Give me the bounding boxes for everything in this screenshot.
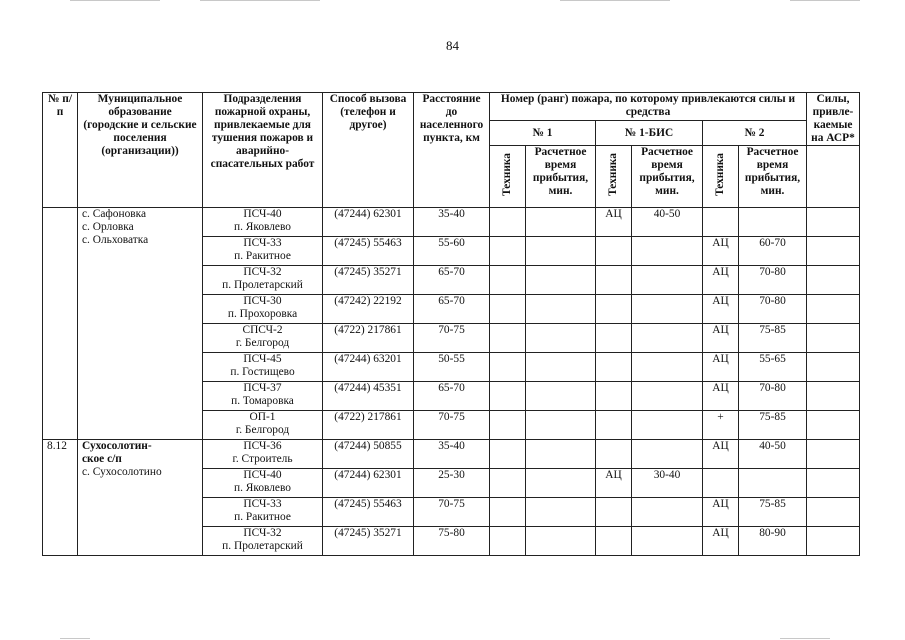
rank2-equipment-cell: АЦ: [703, 324, 739, 353]
rank2-arrival-cell: 75-85: [739, 498, 807, 527]
rank2-arrival-cell: 70-80: [739, 266, 807, 295]
settlement-name: с. Ольховатка: [82, 234, 149, 246]
unit-name: ПСЧ-32: [243, 266, 282, 278]
settlement-name: с. Сафоновка: [82, 208, 147, 220]
distance-cell: 65-70: [414, 266, 490, 295]
asr-forces-cell: [807, 469, 860, 498]
fire-forces-table: [42, 92, 860, 556]
rank1bis-arrival-cell: 30-40: [632, 469, 703, 498]
rank1bis-arrival-cell: [632, 527, 703, 556]
phone-cell: (47245) 55463: [323, 237, 414, 266]
scan-line: [200, 0, 320, 1]
unit-cell: [203, 208, 323, 237]
unit-location: г. Белгород: [235, 424, 290, 436]
unit-name: ПСЧ-40: [243, 469, 282, 481]
header-units: Подразделения пожарной охраны, привлекаемые для тушения пожаров и аварийно-спасательных работ: [203, 93, 323, 208]
unit-cell: [203, 237, 323, 266]
rank1bis-arrival-cell: [632, 324, 703, 353]
rank1bis-equipment-cell: [596, 324, 632, 353]
unit-location: п. Яковлево: [233, 482, 291, 494]
phone-cell: (4722) 217861: [323, 411, 414, 440]
distance-cell: 75-80: [414, 527, 490, 556]
header-num: № п/п: [43, 93, 78, 208]
unit-cell: [203, 295, 323, 324]
phone-cell: (47244) 62301: [323, 208, 414, 237]
rank1bis-equipment-cell: АЦ: [596, 208, 632, 237]
rank1bis-equipment-cell: [596, 266, 632, 295]
asr-forces-cell: [807, 208, 860, 237]
rank1-equipment-cell: [490, 266, 526, 295]
scan-line: [790, 0, 860, 1]
page-number: 84: [446, 38, 459, 53]
rank1-arrival-cell: [526, 469, 596, 498]
rank2-equipment-cell: АЦ: [703, 440, 739, 469]
rank2-equipment-cell: АЦ: [703, 295, 739, 324]
rank1bis-arrival-cell: [632, 382, 703, 411]
row-number: [43, 208, 78, 440]
rank1-equipment-cell: [490, 440, 526, 469]
unit-name: ПСЧ-30: [243, 295, 282, 307]
unit-name: ПСЧ-37: [243, 382, 282, 394]
unit-cell: [203, 324, 323, 353]
header-rank-2: № 2: [703, 121, 807, 146]
rank1-equipment-cell: [490, 208, 526, 237]
rank1-equipment-cell: [490, 411, 526, 440]
unit-location: г. Белгород: [235, 337, 290, 349]
scan-line: [60, 638, 90, 639]
header-arrival-r1: Расчетное время прибытия, мин.: [526, 146, 596, 208]
unit-name: ПСЧ-45: [243, 353, 282, 365]
unit-location: п. Гостищево: [230, 366, 295, 378]
rank2-arrival-cell: 75-85: [739, 411, 807, 440]
distance-cell: 65-70: [414, 295, 490, 324]
unit-name: ПСЧ-40: [243, 208, 282, 220]
table-body: [43, 208, 860, 556]
header-equipment-r1: Техника: [490, 146, 526, 208]
rank1-arrival-cell: [526, 266, 596, 295]
unit-location: п. Ракитное: [234, 511, 291, 523]
rank1-equipment-cell: [490, 237, 526, 266]
rank2-arrival-cell: 70-80: [739, 382, 807, 411]
asr-forces-cell: [807, 266, 860, 295]
rank2-equipment-cell: [703, 469, 739, 498]
header-call-method: Способ вызова (телефон и другое): [323, 93, 414, 208]
rank1-arrival-cell: [526, 498, 596, 527]
distance-cell: 70-75: [414, 411, 490, 440]
scan-line: [780, 638, 830, 639]
distance-cell: 35-40: [414, 208, 490, 237]
unit-location: п. Яковлево: [233, 221, 291, 233]
unit-name: ПСЧ-33: [243, 498, 282, 510]
distance-cell: 35-40: [414, 440, 490, 469]
rank2-equipment-cell: +: [703, 411, 739, 440]
header-equipment-r2: Техника: [703, 146, 739, 208]
rank1bis-arrival-cell: 40-50: [632, 208, 703, 237]
unit-cell: [203, 353, 323, 382]
header-rank-1: № 1: [490, 121, 596, 146]
header-forces-sub: [807, 146, 860, 208]
rank1-equipment-cell: [490, 324, 526, 353]
unit-location: п. Пролетарский: [222, 279, 303, 291]
asr-forces-cell: [807, 324, 860, 353]
header-equipment-r1bis: Техника: [596, 146, 632, 208]
distance-cell: 25-30: [414, 469, 490, 498]
rank2-arrival-cell: [739, 469, 807, 498]
rank2-arrival-cell: 55-65: [739, 353, 807, 382]
rank1bis-arrival-cell: [632, 237, 703, 266]
rank2-equipment-cell: АЦ: [703, 266, 739, 295]
rank1-arrival-cell: [526, 208, 596, 237]
unit-name: ПСЧ-33: [243, 237, 282, 249]
phone-cell: (47242) 22192: [323, 295, 414, 324]
rank1bis-equipment-cell: [596, 527, 632, 556]
rank1bis-equipment-cell: АЦ: [596, 469, 632, 498]
rank2-arrival-cell: 60-70: [739, 237, 807, 266]
rank1-arrival-cell: [526, 382, 596, 411]
rank2-arrival-cell: 40-50: [739, 440, 807, 469]
rank1bis-equipment-cell: [596, 295, 632, 324]
rank1bis-arrival-cell: [632, 295, 703, 324]
asr-forces-cell: [807, 411, 860, 440]
unit-cell: [203, 411, 323, 440]
asr-forces-cell: [807, 498, 860, 527]
unit-cell: [203, 498, 323, 527]
unit-name: ОП-1: [249, 411, 276, 423]
distance-cell: 70-75: [414, 324, 490, 353]
rank1-arrival-cell: [526, 440, 596, 469]
rank1-equipment-cell: [490, 527, 526, 556]
municipality-name: ское с/п: [82, 453, 122, 465]
unit-location: п. Томаровка: [231, 395, 294, 407]
unit-cell: [203, 440, 323, 469]
unit-name: ПСЧ-32: [243, 527, 282, 539]
rank2-equipment-cell: АЦ: [703, 527, 739, 556]
rank1-arrival-cell: [526, 237, 596, 266]
header-rank-1bis: № 1-БИС: [596, 121, 703, 146]
rank1bis-arrival-cell: [632, 498, 703, 527]
unit-location: п. Ракитное: [234, 250, 291, 262]
rank1bis-equipment-cell: [596, 411, 632, 440]
scan-line: [70, 0, 160, 1]
unit-cell: [203, 266, 323, 295]
asr-forces-cell: [807, 440, 860, 469]
distance-cell: 55-60: [414, 237, 490, 266]
asr-forces-cell: [807, 382, 860, 411]
scan-line: [560, 0, 670, 1]
phone-cell: (47244) 62301: [323, 469, 414, 498]
rank2-arrival-cell: 70-80: [739, 295, 807, 324]
rank1bis-arrival-cell: [632, 440, 703, 469]
rank1bis-equipment-cell: [596, 440, 632, 469]
phone-cell: (47244) 63201: [323, 353, 414, 382]
phone-cell: (47244) 45351: [323, 382, 414, 411]
rank1-arrival-cell: [526, 324, 596, 353]
unit-name: ПСЧ-36: [243, 440, 282, 452]
rank1bis-equipment-cell: [596, 237, 632, 266]
rank2-equipment-cell: АЦ: [703, 237, 739, 266]
municipality-name: Сухосолотин-: [82, 440, 152, 452]
rank1bis-equipment-cell: [596, 498, 632, 527]
asr-forces-cell: [807, 353, 860, 382]
phone-cell: (4722) 217861: [323, 324, 414, 353]
municipality-cell: [78, 208, 203, 440]
rank1-equipment-cell: [490, 295, 526, 324]
rank1-equipment-cell: [490, 469, 526, 498]
rank1bis-equipment-cell: [596, 353, 632, 382]
asr-forces-cell: [807, 527, 860, 556]
unit-location: п. Пролетарский: [222, 540, 303, 552]
rank1-equipment-cell: [490, 382, 526, 411]
rank2-equipment-cell: [703, 208, 739, 237]
phone-cell: (47244) 50855: [323, 440, 414, 469]
rank1bis-equipment-cell: [596, 382, 632, 411]
rank1-equipment-cell: [490, 353, 526, 382]
asr-forces-cell: [807, 295, 860, 324]
rank1bis-arrival-cell: [632, 353, 703, 382]
unit-location: п. Прохоровка: [227, 308, 298, 320]
rank2-equipment-cell: АЦ: [703, 382, 739, 411]
distance-cell: 65-70: [414, 382, 490, 411]
settlement-name: с. Орловка: [82, 221, 134, 233]
rank2-equipment-cell: АЦ: [703, 353, 739, 382]
rank1-equipment-cell: [490, 498, 526, 527]
header-forces: Силы, привле-каемые на АСР*: [807, 93, 860, 146]
header-municipality: Муниципальное образование (городские и сельские поселения (организации)): [78, 93, 203, 208]
row-number: 8.12: [43, 440, 78, 556]
header-distance: Расстояние до населенного пункта, км: [414, 93, 490, 208]
phone-cell: (47245) 35271: [323, 266, 414, 295]
municipality-cell: [78, 440, 203, 556]
table-row: [43, 440, 860, 469]
unit-name: СПСЧ-2: [242, 324, 283, 336]
rank2-equipment-cell: АЦ: [703, 498, 739, 527]
rank1bis-arrival-cell: [632, 411, 703, 440]
table-row: [43, 208, 860, 237]
header-rank-group: Номер (ранг) пожара, по которому привлекаются силы и средства: [490, 93, 807, 121]
distance-cell: 70-75: [414, 498, 490, 527]
unit-cell: [203, 382, 323, 411]
unit-cell: [203, 527, 323, 556]
rank1-arrival-cell: [526, 295, 596, 324]
settlement-name: с. Сухосолотино: [82, 466, 162, 478]
phone-cell: (47245) 35271: [323, 527, 414, 556]
unit-location: г. Строитель: [232, 453, 293, 465]
unit-cell: [203, 469, 323, 498]
rank1bis-arrival-cell: [632, 266, 703, 295]
asr-forces-cell: [807, 237, 860, 266]
phone-cell: (47245) 55463: [323, 498, 414, 527]
header-arrival-r1bis: Расчетное время прибытия, мин.: [632, 146, 703, 208]
rank1-arrival-cell: [526, 527, 596, 556]
rank1-arrival-cell: [526, 411, 596, 440]
rank1-arrival-cell: [526, 353, 596, 382]
rank2-arrival-cell: [739, 208, 807, 237]
rank2-arrival-cell: 80-90: [739, 527, 807, 556]
header-arrival-r2: Расчетное время прибытия, мин.: [739, 146, 807, 208]
distance-cell: 50-55: [414, 353, 490, 382]
rank2-arrival-cell: 75-85: [739, 324, 807, 353]
